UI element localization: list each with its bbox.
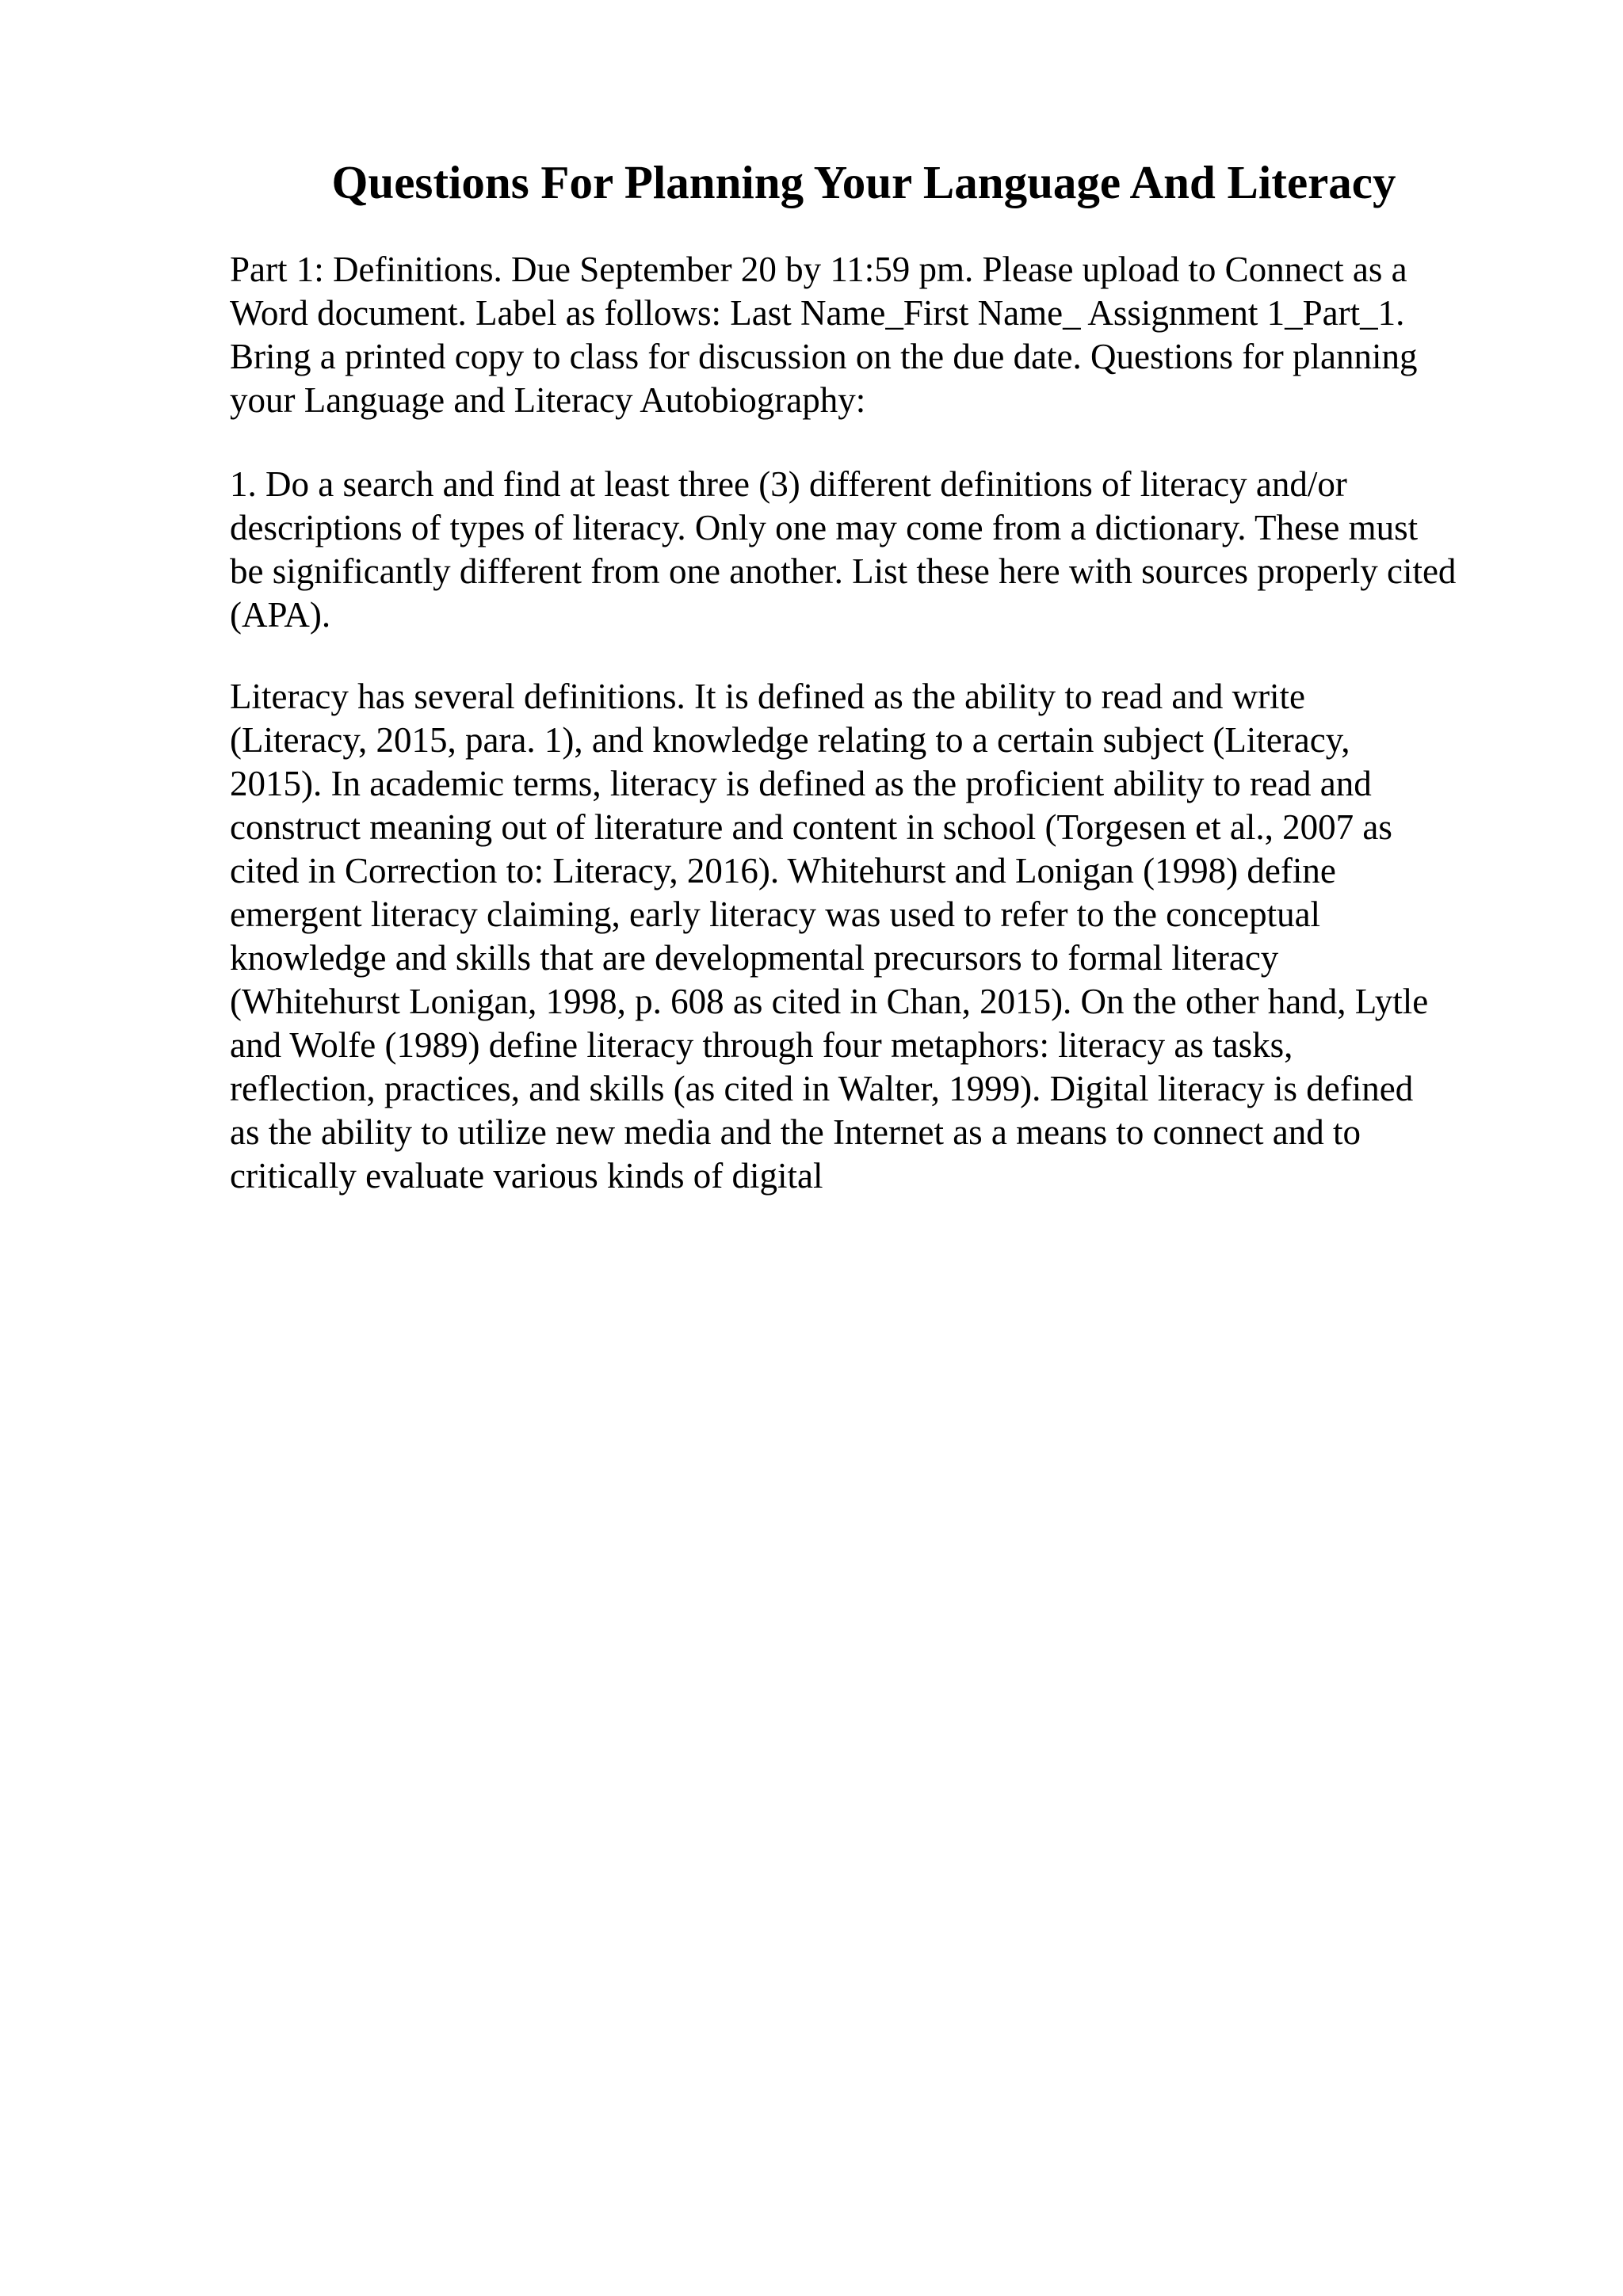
text-line: be significantly different from one another. List these here with sources properly cited — [230, 551, 1457, 591]
text-line: emergent literacy claiming, early literacy was used to refer to the conceptual — [230, 894, 1321, 934]
text-line: your Language and Literacy Autobiography: — [230, 380, 866, 420]
text-line: Literacy has several definitions. It is defined as the ability to read and write — [230, 677, 1306, 716]
text-line: cited in Correction to: Literacy, 2016). Whitehurst and Lonigan (1998) define — [230, 851, 1336, 891]
text-line: as the ability to utilize new media and the Internet as a means to connect and to — [230, 1112, 1361, 1152]
text-line: construct meaning out of literature and content in school (Torgesen et al., 2007 as — [230, 807, 1392, 847]
text-line: (Whitehurst Lonigan, 1998, p. 608 as cited in Chan, 2015). On the other hand, Lytle — [230, 982, 1429, 1021]
paragraph-answer-definitions — [230, 675, 1514, 1198]
text-line: knowledge and skills that are developmental precursors to formal literacy — [230, 938, 1279, 978]
text-line: (Literacy, 2015, para. 1), and knowledge relating to a certain subject (Literacy, — [230, 720, 1350, 760]
text-line: reflection, practices, and skills (as cited in Walter, 1999). Digital literacy is defined — [230, 1069, 1414, 1108]
text-line: (APA). — [230, 595, 331, 635]
text-line: 2015). In academic terms, literacy is defined as the proficient ability to read and — [230, 764, 1372, 803]
text-line: critically evaluate various kinds of digital — [230, 1156, 823, 1196]
document-title: Questions For Planning Your Language And Literacy — [331, 156, 1396, 208]
text-line: Bring a printed copy to class for discussion on the due date. Questions for planning — [230, 337, 1418, 376]
paragraph-assignment-instructions — [230, 248, 1514, 422]
text-line: descriptions of types of literacy. Only one may come from a dictionary. These must — [230, 508, 1419, 547]
text-line: and Wolfe (1989) define literacy through four metaphors: literacy as tasks, — [230, 1025, 1293, 1065]
text-line: Part 1: Definitions. Due September 20 by 11:59 pm. Please upload to Connect as a — [230, 250, 1407, 289]
text-line: 1. Do a search and find at least three (3) different definitions of literacy and/or — [230, 464, 1347, 504]
paragraph-question-1 — [230, 463, 1514, 637]
text-line: Word document. Label as follows: Last Name_First Name_ Assignment 1_Part_1. — [230, 293, 1405, 333]
